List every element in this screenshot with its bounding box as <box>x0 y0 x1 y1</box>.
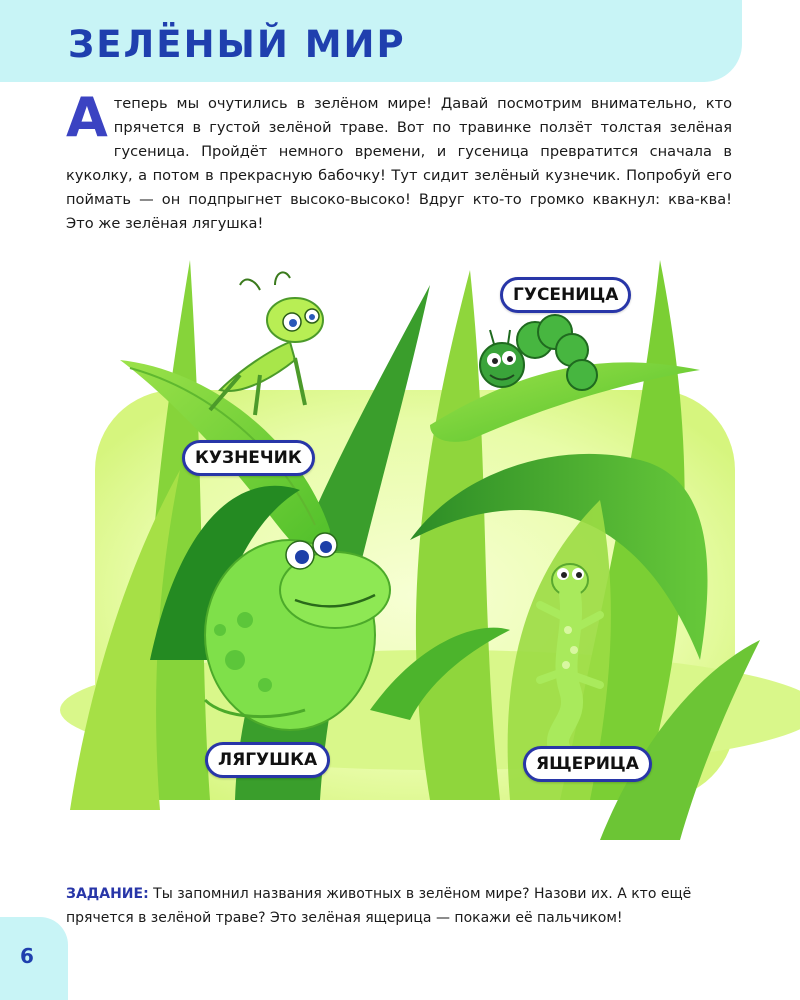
intro-paragraph <box>66 86 732 236</box>
label-lizard: ЯЩЕРИЦА <box>523 746 652 782</box>
intro-text: теперь мы очутились в зелёном мире! Давай посмотрим внимательно, кто прячется в густой зелёной траве. Вот по травинке ползёт толстая зелёная гусеница. Пройдёт немного времени, и гусеница превратится сначала в куколку, а потом в прекрасную бабочку! Тут сидит зелёный кузнечик. Попробуй его поймать — он подпрыгнет высоко-высоко! Вдруг кто-то громко квакнул: ква-ква! Это же зелёная лягушка! <box>66 95 732 232</box>
drop-cap: А <box>66 86 108 149</box>
task-text: Ты запомнил названия животных в зелёном мире? Назови их. А кто ещё прячется в зелёной траве? Это зелёная ящерица — покажи её пальчиком! <box>66 886 692 926</box>
label-grasshopper: КУЗНЕЧИК <box>182 440 315 476</box>
task-paragraph <box>66 882 746 930</box>
label-caterpillar: ГУСЕНИЦА <box>500 277 631 313</box>
page-tab <box>0 917 68 1000</box>
task-label: ЗАДАНИЕ: <box>66 886 149 902</box>
label-frog: ЛЯГУШКА <box>205 742 330 778</box>
green-world-illustration <box>0 240 800 870</box>
illustration <box>0 240 800 870</box>
page-title: ЗЕЛЁНЫЙ МИР <box>68 23 406 66</box>
page-number: 6 <box>20 944 34 968</box>
